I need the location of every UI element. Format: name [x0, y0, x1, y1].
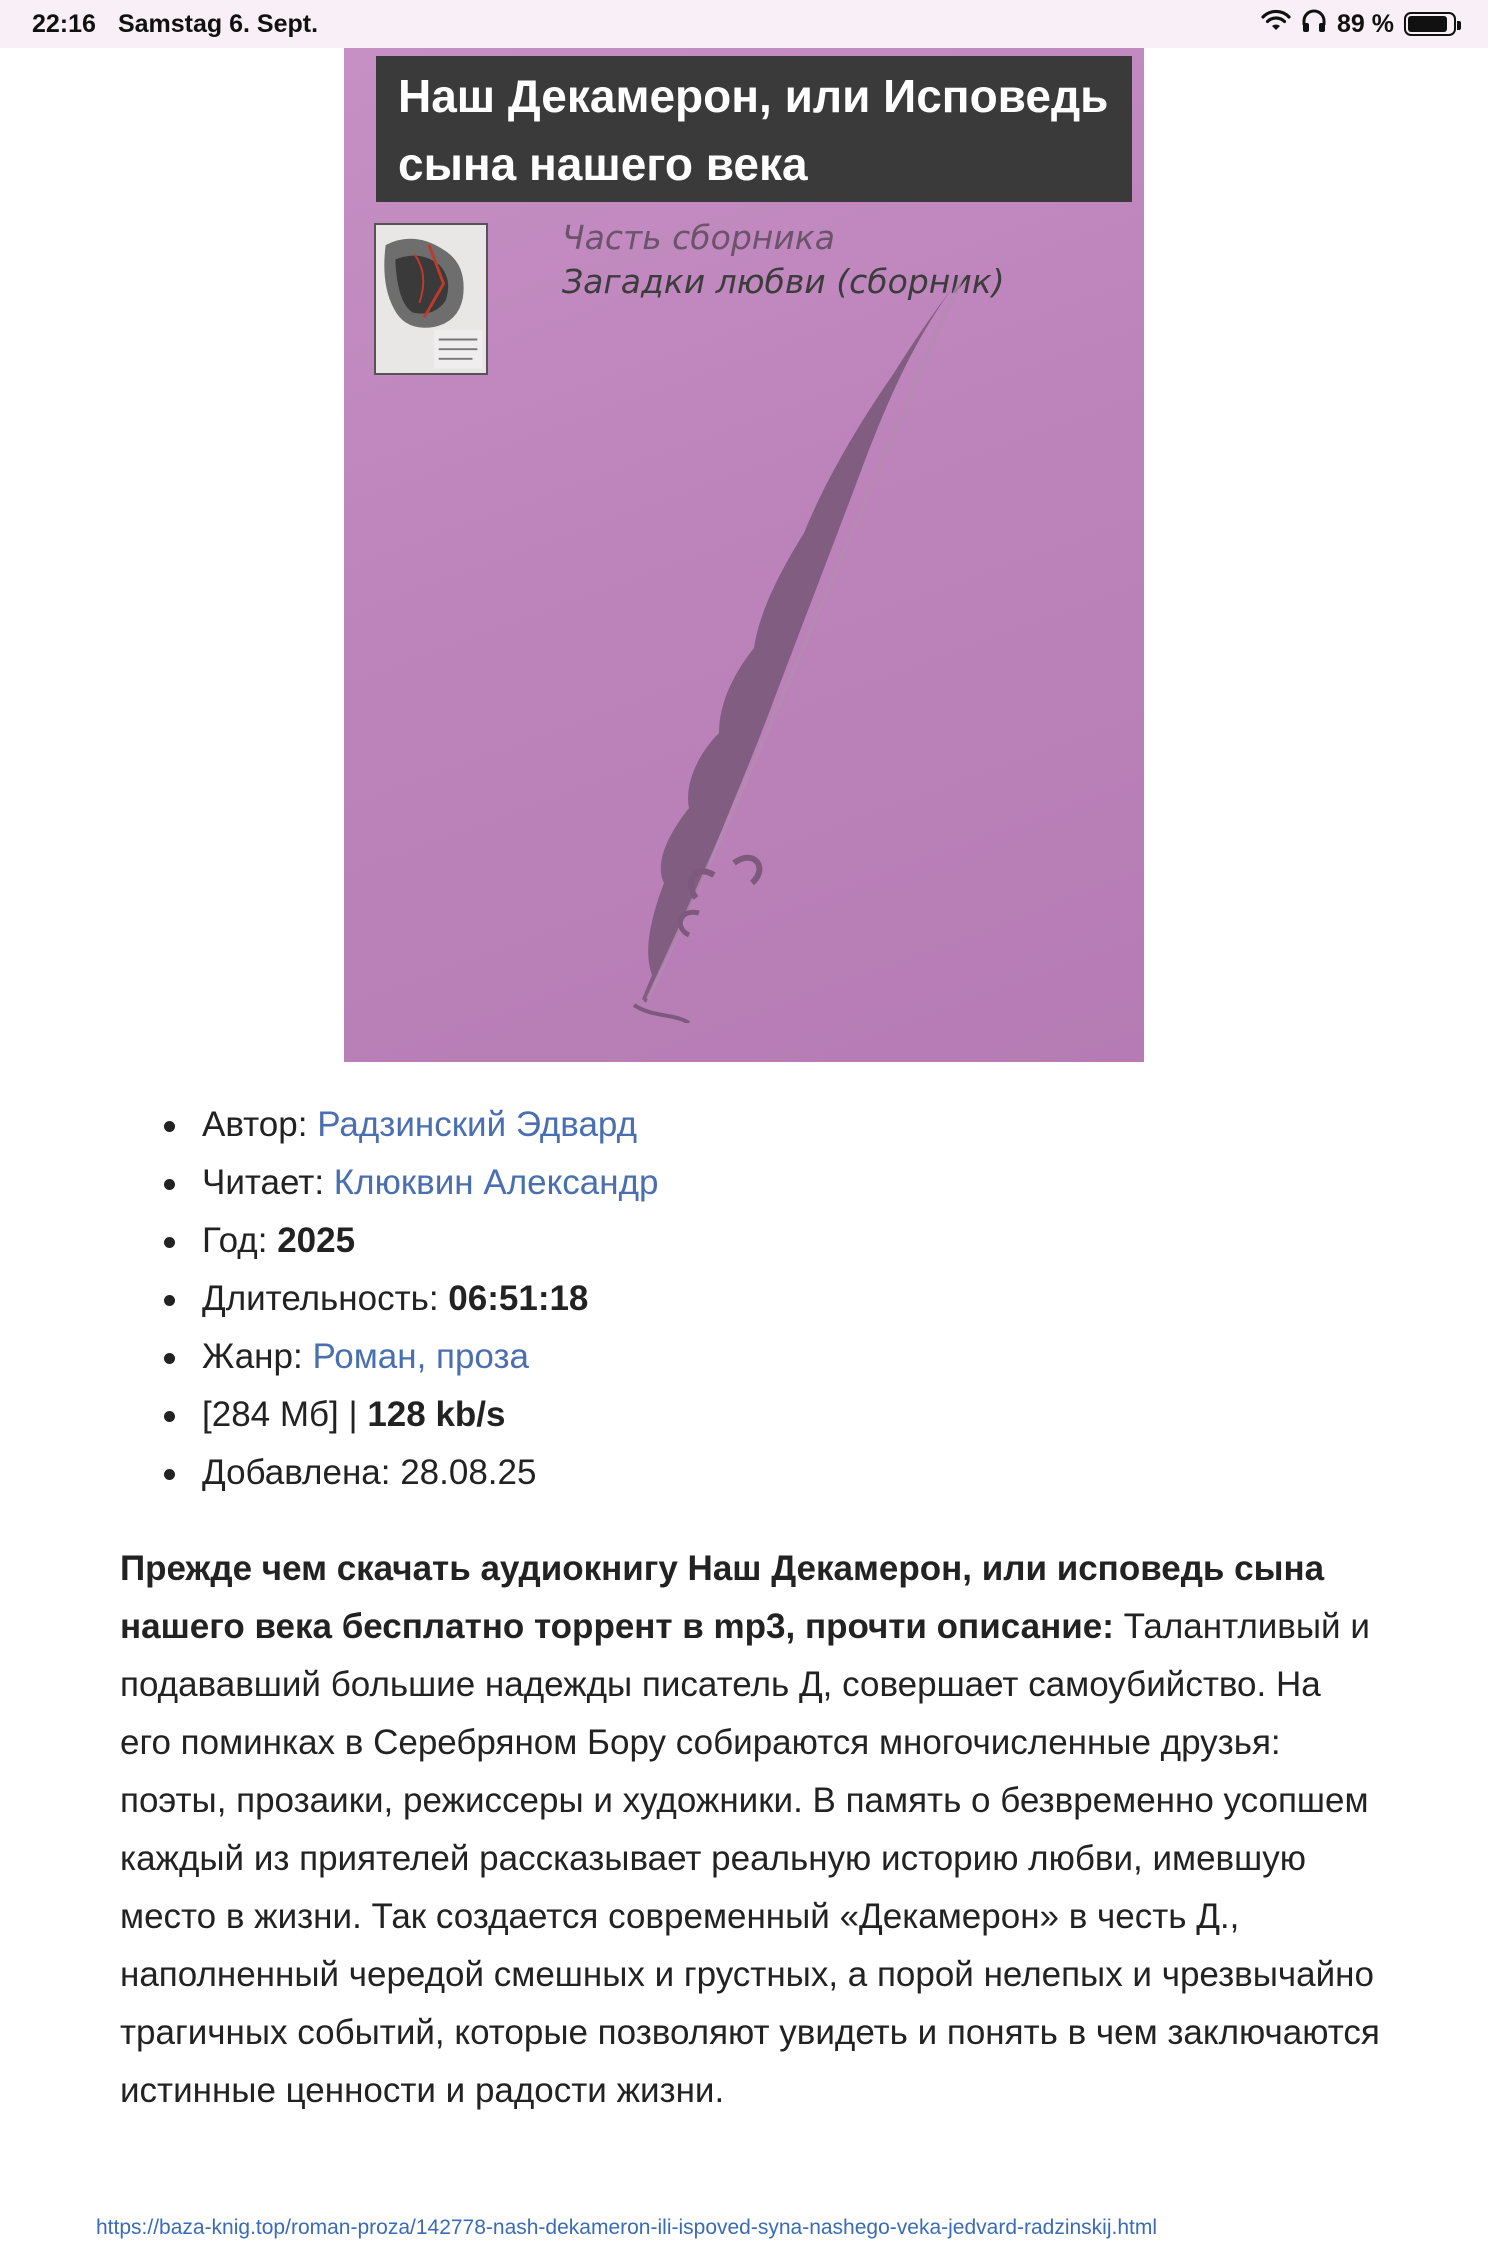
feather-icon [594, 263, 984, 1023]
reader-label: Читает: [202, 1163, 325, 1202]
author-link[interactable]: Радзинский Эдвард [317, 1105, 638, 1144]
status-bar-left [32, 10, 318, 39]
added-label: Добавлена: [202, 1453, 391, 1492]
author-label: Автор: [202, 1105, 308, 1144]
reader-link[interactable]: Клюквин Александр [333, 1163, 659, 1202]
status-time: 22:16 [32, 9, 96, 38]
genre-link[interactable]: Роман, проза [312, 1337, 530, 1376]
duration-value: 06:51:18 [448, 1279, 589, 1318]
battery-percent: 89 % [1337, 9, 1394, 38]
description-text: Талантливый и подававший большие надежды писатель Д, совершает самоубийство. На его поминках в Серебряном Бору собираются многочисленные друзья: поэты, прозаики, режиссеры и художники. В память о безвременно усопшем каждый из приятелей рассказывает реальную историю любви, имевшую место в жизни. Так создается современный «Декамерон» в честь Д., наполненный чередой смешных и грустных, а порой нелепых и чрезвычайно трагичных событий, которые позволяют увидеть и понять в чем заключаются истинные ценности и радости жизни. [120, 1607, 1380, 2110]
description-lead: Прежде чем скачать аудиокнигу Наш Декамерон, или исповедь сына нашего века бесплатно торрент в mp3, прочти описание: [120, 1549, 1325, 1646]
book-info-list [160, 1096, 658, 1502]
collection-thumbnail-art [376, 225, 486, 373]
series-label: Часть сборника [562, 218, 835, 257]
cover-title-line1: Наш Декамерон, или Исповедь [398, 70, 1109, 122]
headphones-icon [1301, 9, 1327, 40]
info-duration [160, 1270, 658, 1328]
book-cover[interactable] [344, 48, 1144, 1062]
info-year [160, 1212, 658, 1270]
battery-icon [1404, 12, 1456, 36]
year-value: 2025 [277, 1221, 356, 1260]
info-genre [160, 1328, 658, 1386]
collection-thumbnail [374, 223, 488, 375]
series-name: Загадки любви (сборник) [562, 262, 1005, 301]
year-label: Год: [202, 1221, 268, 1260]
size-value: [284 Мб] | [202, 1395, 358, 1434]
cover-title-line2: сына нашего века [398, 138, 808, 190]
battery-fill [1408, 16, 1447, 32]
wifi-icon [1261, 9, 1291, 40]
bitrate-value: 128 kb/s [367, 1395, 506, 1434]
status-date: Samstag 6. Sept. [117, 9, 319, 38]
info-author [160, 1096, 658, 1154]
cover-title-cutout [822, 130, 1132, 202]
status-bar [0, 0, 1488, 48]
info-reader [160, 1154, 658, 1212]
info-size [160, 1386, 658, 1444]
description [120, 1540, 1380, 2120]
added-value: 28.08.25 [400, 1453, 537, 1492]
duration-label: Длительность: [202, 1279, 439, 1318]
genre-label: Жанр: [202, 1337, 303, 1376]
info-added [160, 1444, 658, 1502]
source-url[interactable]: https://baza-knig.top/roman-proza/142778-nash-dekameron-ili-ispoved-syna-nashego-veka-jedvard-radzinskij.html [96, 2216, 1158, 2239]
status-bar-right [1261, 9, 1456, 40]
